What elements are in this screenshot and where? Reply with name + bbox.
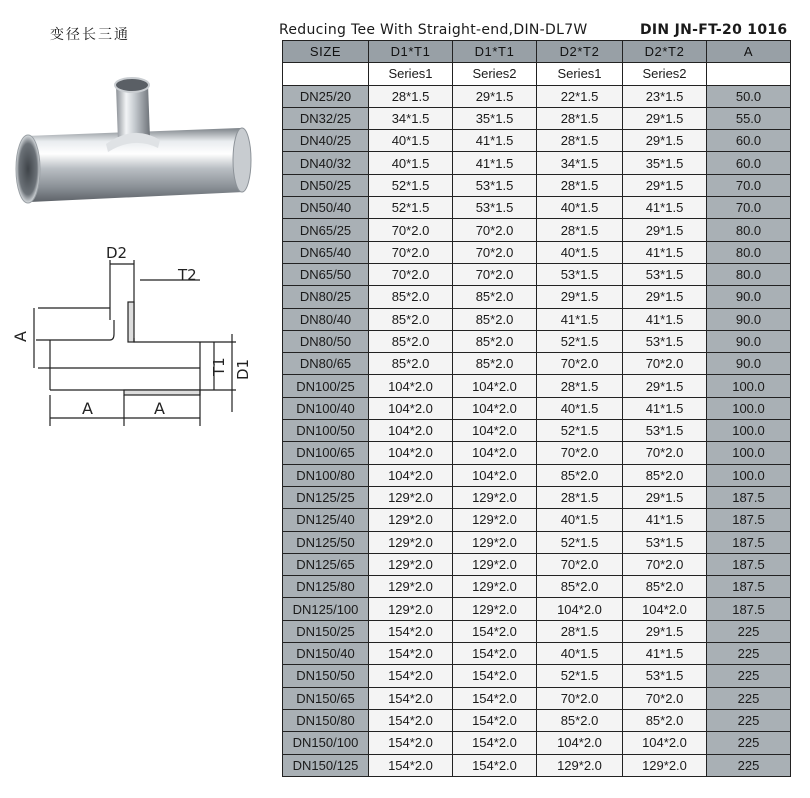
cell-size: DN32/25 (283, 107, 369, 129)
cell-d2t2-series1: 40*1.5 (537, 197, 623, 219)
cell-d1t1-series1: 154*2.0 (369, 643, 453, 665)
cell-d1t1-series1: 154*2.0 (369, 687, 453, 709)
table-row (283, 330, 791, 352)
cell-d1t1-series2: 154*2.0 (453, 732, 537, 754)
cell-d2t2-series2: 29*1.5 (623, 620, 707, 642)
cell-d2t2-series1: 28*1.5 (537, 130, 623, 152)
cell-d1t1-series2: 53*1.5 (453, 174, 537, 196)
cell-d1t1-series2: 104*2.0 (453, 375, 537, 397)
subheader-cell: Series2 (453, 63, 537, 85)
cell-d1t1-series1: 70*2.0 (369, 219, 453, 241)
cell-size: DN100/50 (283, 420, 369, 442)
cell-d1t1-series2: 129*2.0 (453, 486, 537, 508)
cell-d2t2-series1: 52*1.5 (537, 531, 623, 553)
label-a-vertical: A (11, 331, 30, 342)
table-row (283, 286, 791, 308)
cell-a: 80.0 (707, 219, 791, 241)
cell-a: 225 (707, 665, 791, 687)
cell-d2t2-series2: 41*1.5 (623, 308, 707, 330)
cell-d1t1-series2: 85*2.0 (453, 353, 537, 375)
technical-drawing (11, 240, 266, 430)
cell-d2t2-series2: 29*1.5 (623, 130, 707, 152)
cell-d2t2-series1: 28*1.5 (537, 174, 623, 196)
cell-a: 225 (707, 687, 791, 709)
cell-size: DN80/40 (283, 308, 369, 330)
cell-d2t2-series2: 53*1.5 (623, 263, 707, 285)
cell-d1t1-series2: 41*1.5 (453, 152, 537, 174)
cell-d1t1-series2: 104*2.0 (453, 420, 537, 442)
cell-a: 100.0 (707, 442, 791, 464)
cell-d1t1-series1: 85*2.0 (369, 286, 453, 308)
product-code: DIN JN-FT-20 1016 (640, 22, 788, 38)
cell-d1t1-series1: 70*2.0 (369, 263, 453, 285)
cell-d2t2-series2: 41*1.5 (623, 509, 707, 531)
col-header-size: SIZE (283, 41, 369, 63)
cell-d2t2-series1: 40*1.5 (537, 397, 623, 419)
cell-d2t2-series1: 85*2.0 (537, 576, 623, 598)
cell-a: 80.0 (707, 263, 791, 285)
cell-d2t2-series2: 41*1.5 (623, 397, 707, 419)
cell-size: DN65/25 (283, 219, 369, 241)
table-row (283, 85, 791, 107)
cell-d2t2-series1: 104*2.0 (537, 732, 623, 754)
cell-d1t1-series2: 85*2.0 (453, 308, 537, 330)
label-d2: D2 (106, 244, 128, 262)
cell-a: 225 (707, 754, 791, 776)
cell-d2t2-series1: 70*2.0 (537, 442, 623, 464)
cell-d1t1-series2: 104*2.0 (453, 397, 537, 419)
subheader-cell (707, 63, 791, 85)
table-row (283, 130, 791, 152)
cell-d2t2-series2: 29*1.5 (623, 286, 707, 308)
cell-d1t1-series2: 70*2.0 (453, 263, 537, 285)
cell-size: DN40/25 (283, 130, 369, 152)
cell-d2t2-series1: 70*2.0 (537, 553, 623, 575)
cell-d1t1-series1: 104*2.0 (369, 420, 453, 442)
table-row (283, 197, 791, 219)
cell-a: 100.0 (707, 464, 791, 486)
cell-d1t1-series1: 104*2.0 (369, 397, 453, 419)
cell-size: DN150/65 (283, 687, 369, 709)
cell-d2t2-series1: 104*2.0 (537, 598, 623, 620)
subheader-cell (283, 63, 369, 85)
cell-d1t1-series1: 104*2.0 (369, 375, 453, 397)
cell-d2t2-series2: 53*1.5 (623, 330, 707, 352)
table-row (283, 598, 791, 620)
label-t2: T2 (178, 266, 197, 284)
cell-d1t1-series1: 28*1.5 (369, 85, 453, 107)
cell-d2t2-series1: 28*1.5 (537, 486, 623, 508)
cell-d2t2-series2: 70*2.0 (623, 687, 707, 709)
cell-d2t2-series1: 129*2.0 (537, 754, 623, 776)
table-row (283, 174, 791, 196)
cell-a: 60.0 (707, 130, 791, 152)
table-row (283, 687, 791, 709)
cell-size: DN80/50 (283, 330, 369, 352)
cell-d2t2-series2: 29*1.5 (623, 219, 707, 241)
cell-d2t2-series2: 29*1.5 (623, 375, 707, 397)
cell-d2t2-series1: 41*1.5 (537, 308, 623, 330)
cell-d1t1-series2: 154*2.0 (453, 709, 537, 731)
cell-d1t1-series1: 129*2.0 (369, 531, 453, 553)
cell-d1t1-series2: 154*2.0 (453, 620, 537, 642)
cell-d2t2-series2: 29*1.5 (623, 107, 707, 129)
cell-size: DN150/25 (283, 620, 369, 642)
table-row (283, 509, 791, 531)
table-row (283, 531, 791, 553)
table-row (283, 576, 791, 598)
label-t1: T1 (210, 357, 228, 376)
cell-d2t2-series2: 29*1.5 (623, 486, 707, 508)
cell-a: 225 (707, 620, 791, 642)
table-row (283, 308, 791, 330)
cell-size: DN125/80 (283, 576, 369, 598)
cell-a: 225 (707, 732, 791, 754)
cell-d1t1-series2: 154*2.0 (453, 754, 537, 776)
cell-a: 90.0 (707, 330, 791, 352)
cell-size: DN150/100 (283, 732, 369, 754)
cell-d1t1-series1: 85*2.0 (369, 330, 453, 352)
table-row (283, 486, 791, 508)
product-chinese-title: 变径长三通 (50, 27, 130, 43)
cell-d1t1-series2: 85*2.0 (453, 330, 537, 352)
cell-d2t2-series2: 129*2.0 (623, 754, 707, 776)
cell-a: 90.0 (707, 308, 791, 330)
cell-d2t2-series1: 29*1.5 (537, 286, 623, 308)
cell-d2t2-series2: 35*1.5 (623, 152, 707, 174)
table-row (283, 442, 791, 464)
table-row (283, 754, 791, 776)
cell-size: DN40/32 (283, 152, 369, 174)
cell-d2t2-series2: 70*2.0 (623, 553, 707, 575)
cell-a: 70.0 (707, 197, 791, 219)
table-header-row (283, 41, 791, 63)
cell-size: DN25/20 (283, 85, 369, 107)
cell-d1t1-series2: 35*1.5 (453, 107, 537, 129)
cell-d1t1-series2: 154*2.0 (453, 687, 537, 709)
table-row (283, 620, 791, 642)
cell-size: DN125/25 (283, 486, 369, 508)
cell-d1t1-series2: 70*2.0 (453, 219, 537, 241)
cell-d1t1-series2: 104*2.0 (453, 442, 537, 464)
cell-a: 187.5 (707, 531, 791, 553)
cell-d2t2-series2: 53*1.5 (623, 420, 707, 442)
label-d1: D1 (234, 358, 252, 380)
cell-size: DN150/40 (283, 643, 369, 665)
cell-d2t2-series2: 85*2.0 (623, 709, 707, 731)
col-header-a: A (707, 41, 791, 63)
subheader-cell: Series1 (537, 63, 623, 85)
table-row (283, 107, 791, 129)
cell-a: 60.0 (707, 152, 791, 174)
table-row (283, 464, 791, 486)
table-row (283, 732, 791, 754)
cell-d1t1-series1: 154*2.0 (369, 754, 453, 776)
cell-d1t1-series2: 129*2.0 (453, 553, 537, 575)
cell-d1t1-series1: 129*2.0 (369, 576, 453, 598)
cell-d1t1-series1: 104*2.0 (369, 464, 453, 486)
subheader-cell: Series1 (369, 63, 453, 85)
cell-d2t2-series2: 53*1.5 (623, 665, 707, 687)
table-subheader-row (283, 63, 791, 85)
spec-table (282, 40, 791, 777)
cell-d1t1-series2: 129*2.0 (453, 531, 537, 553)
table-row (283, 152, 791, 174)
table-row (283, 375, 791, 397)
cell-d1t1-series1: 104*2.0 (369, 442, 453, 464)
table-row (283, 353, 791, 375)
cell-size: DN65/40 (283, 241, 369, 263)
label-a-left: A (82, 399, 93, 418)
cell-a: 90.0 (707, 353, 791, 375)
cell-size: DN150/80 (283, 709, 369, 731)
cell-d2t2-series2: 53*1.5 (623, 531, 707, 553)
label-a-right: A (154, 399, 165, 418)
cell-d2t2-series2: 85*2.0 (623, 464, 707, 486)
cell-d2t2-series1: 85*2.0 (537, 464, 623, 486)
cell-d2t2-series1: 52*1.5 (537, 665, 623, 687)
table-row (283, 420, 791, 442)
cell-size: DN150/125 (283, 754, 369, 776)
cell-d1t1-series1: 154*2.0 (369, 620, 453, 642)
cell-d2t2-series2: 104*2.0 (623, 732, 707, 754)
cell-d1t1-series1: 129*2.0 (369, 486, 453, 508)
cell-d2t2-series2: 85*2.0 (623, 576, 707, 598)
table-row (283, 553, 791, 575)
cell-d2t2-series1: 40*1.5 (537, 509, 623, 531)
cell-d1t1-series1: 129*2.0 (369, 509, 453, 531)
cell-size: DN125/65 (283, 553, 369, 575)
cell-d2t2-series2: 41*1.5 (623, 197, 707, 219)
cell-size: DN125/40 (283, 509, 369, 531)
cell-d1t1-series1: 154*2.0 (369, 665, 453, 687)
cell-a: 187.5 (707, 509, 791, 531)
cell-d1t1-series1: 129*2.0 (369, 598, 453, 620)
cell-a: 100.0 (707, 420, 791, 442)
cell-d1t1-series1: 85*2.0 (369, 308, 453, 330)
col-header-d2t2-s1: D2*T2 (537, 41, 623, 63)
cell-a: 225 (707, 709, 791, 731)
cell-a: 90.0 (707, 286, 791, 308)
col-header-d1t1-s1: D1*T1 (369, 41, 453, 63)
cell-d1t1-series1: 40*1.5 (369, 130, 453, 152)
cell-d1t1-series2: 29*1.5 (453, 85, 537, 107)
cell-d1t1-series1: 52*1.5 (369, 174, 453, 196)
cell-d2t2-series1: 52*1.5 (537, 420, 623, 442)
cell-d1t1-series2: 154*2.0 (453, 665, 537, 687)
cell-d2t2-series1: 34*1.5 (537, 152, 623, 174)
cell-d2t2-series2: 70*2.0 (623, 442, 707, 464)
table-row (283, 241, 791, 263)
cell-d2t2-series2: 104*2.0 (623, 598, 707, 620)
cell-d2t2-series1: 28*1.5 (537, 107, 623, 129)
cell-d1t1-series2: 129*2.0 (453, 598, 537, 620)
cell-d1t1-series2: 104*2.0 (453, 464, 537, 486)
cell-d2t2-series2: 41*1.5 (623, 643, 707, 665)
cell-size: DN125/100 (283, 598, 369, 620)
table-row (283, 709, 791, 731)
cell-a: 70.0 (707, 174, 791, 196)
cell-size: DN100/25 (283, 375, 369, 397)
cell-size: DN100/40 (283, 397, 369, 419)
cell-size: DN125/50 (283, 531, 369, 553)
cell-size: DN80/65 (283, 353, 369, 375)
cell-a: 225 (707, 643, 791, 665)
cell-d1t1-series1: 70*2.0 (369, 241, 453, 263)
cell-d1t1-series1: 40*1.5 (369, 152, 453, 174)
cell-d1t1-series1: 52*1.5 (369, 197, 453, 219)
cell-size: DN65/50 (283, 263, 369, 285)
cell-d2t2-series2: 70*2.0 (623, 353, 707, 375)
cell-d2t2-series1: 53*1.5 (537, 263, 623, 285)
cell-a: 187.5 (707, 486, 791, 508)
cell-d1t1-series2: 41*1.5 (453, 130, 537, 152)
cell-d2t2-series1: 85*2.0 (537, 709, 623, 731)
cell-d1t1-series2: 129*2.0 (453, 576, 537, 598)
cell-d2t2-series1: 28*1.5 (537, 620, 623, 642)
cell-d1t1-series1: 154*2.0 (369, 732, 453, 754)
cell-d1t1-series2: 129*2.0 (453, 509, 537, 531)
cell-d1t1-series2: 154*2.0 (453, 643, 537, 665)
table-row (283, 263, 791, 285)
cell-a: 187.5 (707, 598, 791, 620)
cell-d1t1-series1: 129*2.0 (369, 553, 453, 575)
cell-d1t1-series1: 154*2.0 (369, 709, 453, 731)
table-row (283, 665, 791, 687)
cell-a: 100.0 (707, 375, 791, 397)
cell-d2t2-series1: 52*1.5 (537, 330, 623, 352)
cell-a: 55.0 (707, 107, 791, 129)
cell-d2t2-series1: 28*1.5 (537, 219, 623, 241)
cell-a: 187.5 (707, 576, 791, 598)
cell-d2t2-series1: 70*2.0 (537, 687, 623, 709)
cell-a: 100.0 (707, 397, 791, 419)
cell-d2t2-series2: 41*1.5 (623, 241, 707, 263)
cell-d1t1-series2: 53*1.5 (453, 197, 537, 219)
col-header-d2t2-s2: D2*T2 (623, 41, 707, 63)
table-row (283, 643, 791, 665)
col-header-d1t1-s2: D1*T1 (453, 41, 537, 63)
cell-size: DN80/25 (283, 286, 369, 308)
cell-d2t2-series2: 23*1.5 (623, 85, 707, 107)
cell-d2t2-series1: 70*2.0 (537, 353, 623, 375)
cell-size: DN50/40 (283, 197, 369, 219)
cell-d2t2-series2: 29*1.5 (623, 174, 707, 196)
cell-d2t2-series1: 40*1.5 (537, 241, 623, 263)
subheader-cell: Series2 (623, 63, 707, 85)
cell-d2t2-series1: 40*1.5 (537, 643, 623, 665)
table-row (283, 397, 791, 419)
cell-a: 50.0 (707, 85, 791, 107)
cell-size: DN50/25 (283, 174, 369, 196)
cell-d1t1-series2: 85*2.0 (453, 286, 537, 308)
table-title: Reducing Tee With Straight-end,DIN-DL7W (279, 22, 588, 38)
cell-a: 187.5 (707, 553, 791, 575)
cell-d2t2-series1: 22*1.5 (537, 85, 623, 107)
cell-a: 80.0 (707, 241, 791, 263)
cell-size: DN100/65 (283, 442, 369, 464)
cell-size: DN100/80 (283, 464, 369, 486)
cell-d1t1-series1: 85*2.0 (369, 353, 453, 375)
cell-d1t1-series1: 34*1.5 (369, 107, 453, 129)
cell-d1t1-series2: 70*2.0 (453, 241, 537, 263)
cell-d2t2-series1: 28*1.5 (537, 375, 623, 397)
cell-size: DN150/50 (283, 665, 369, 687)
product-photo (8, 62, 258, 212)
table-row (283, 219, 791, 241)
